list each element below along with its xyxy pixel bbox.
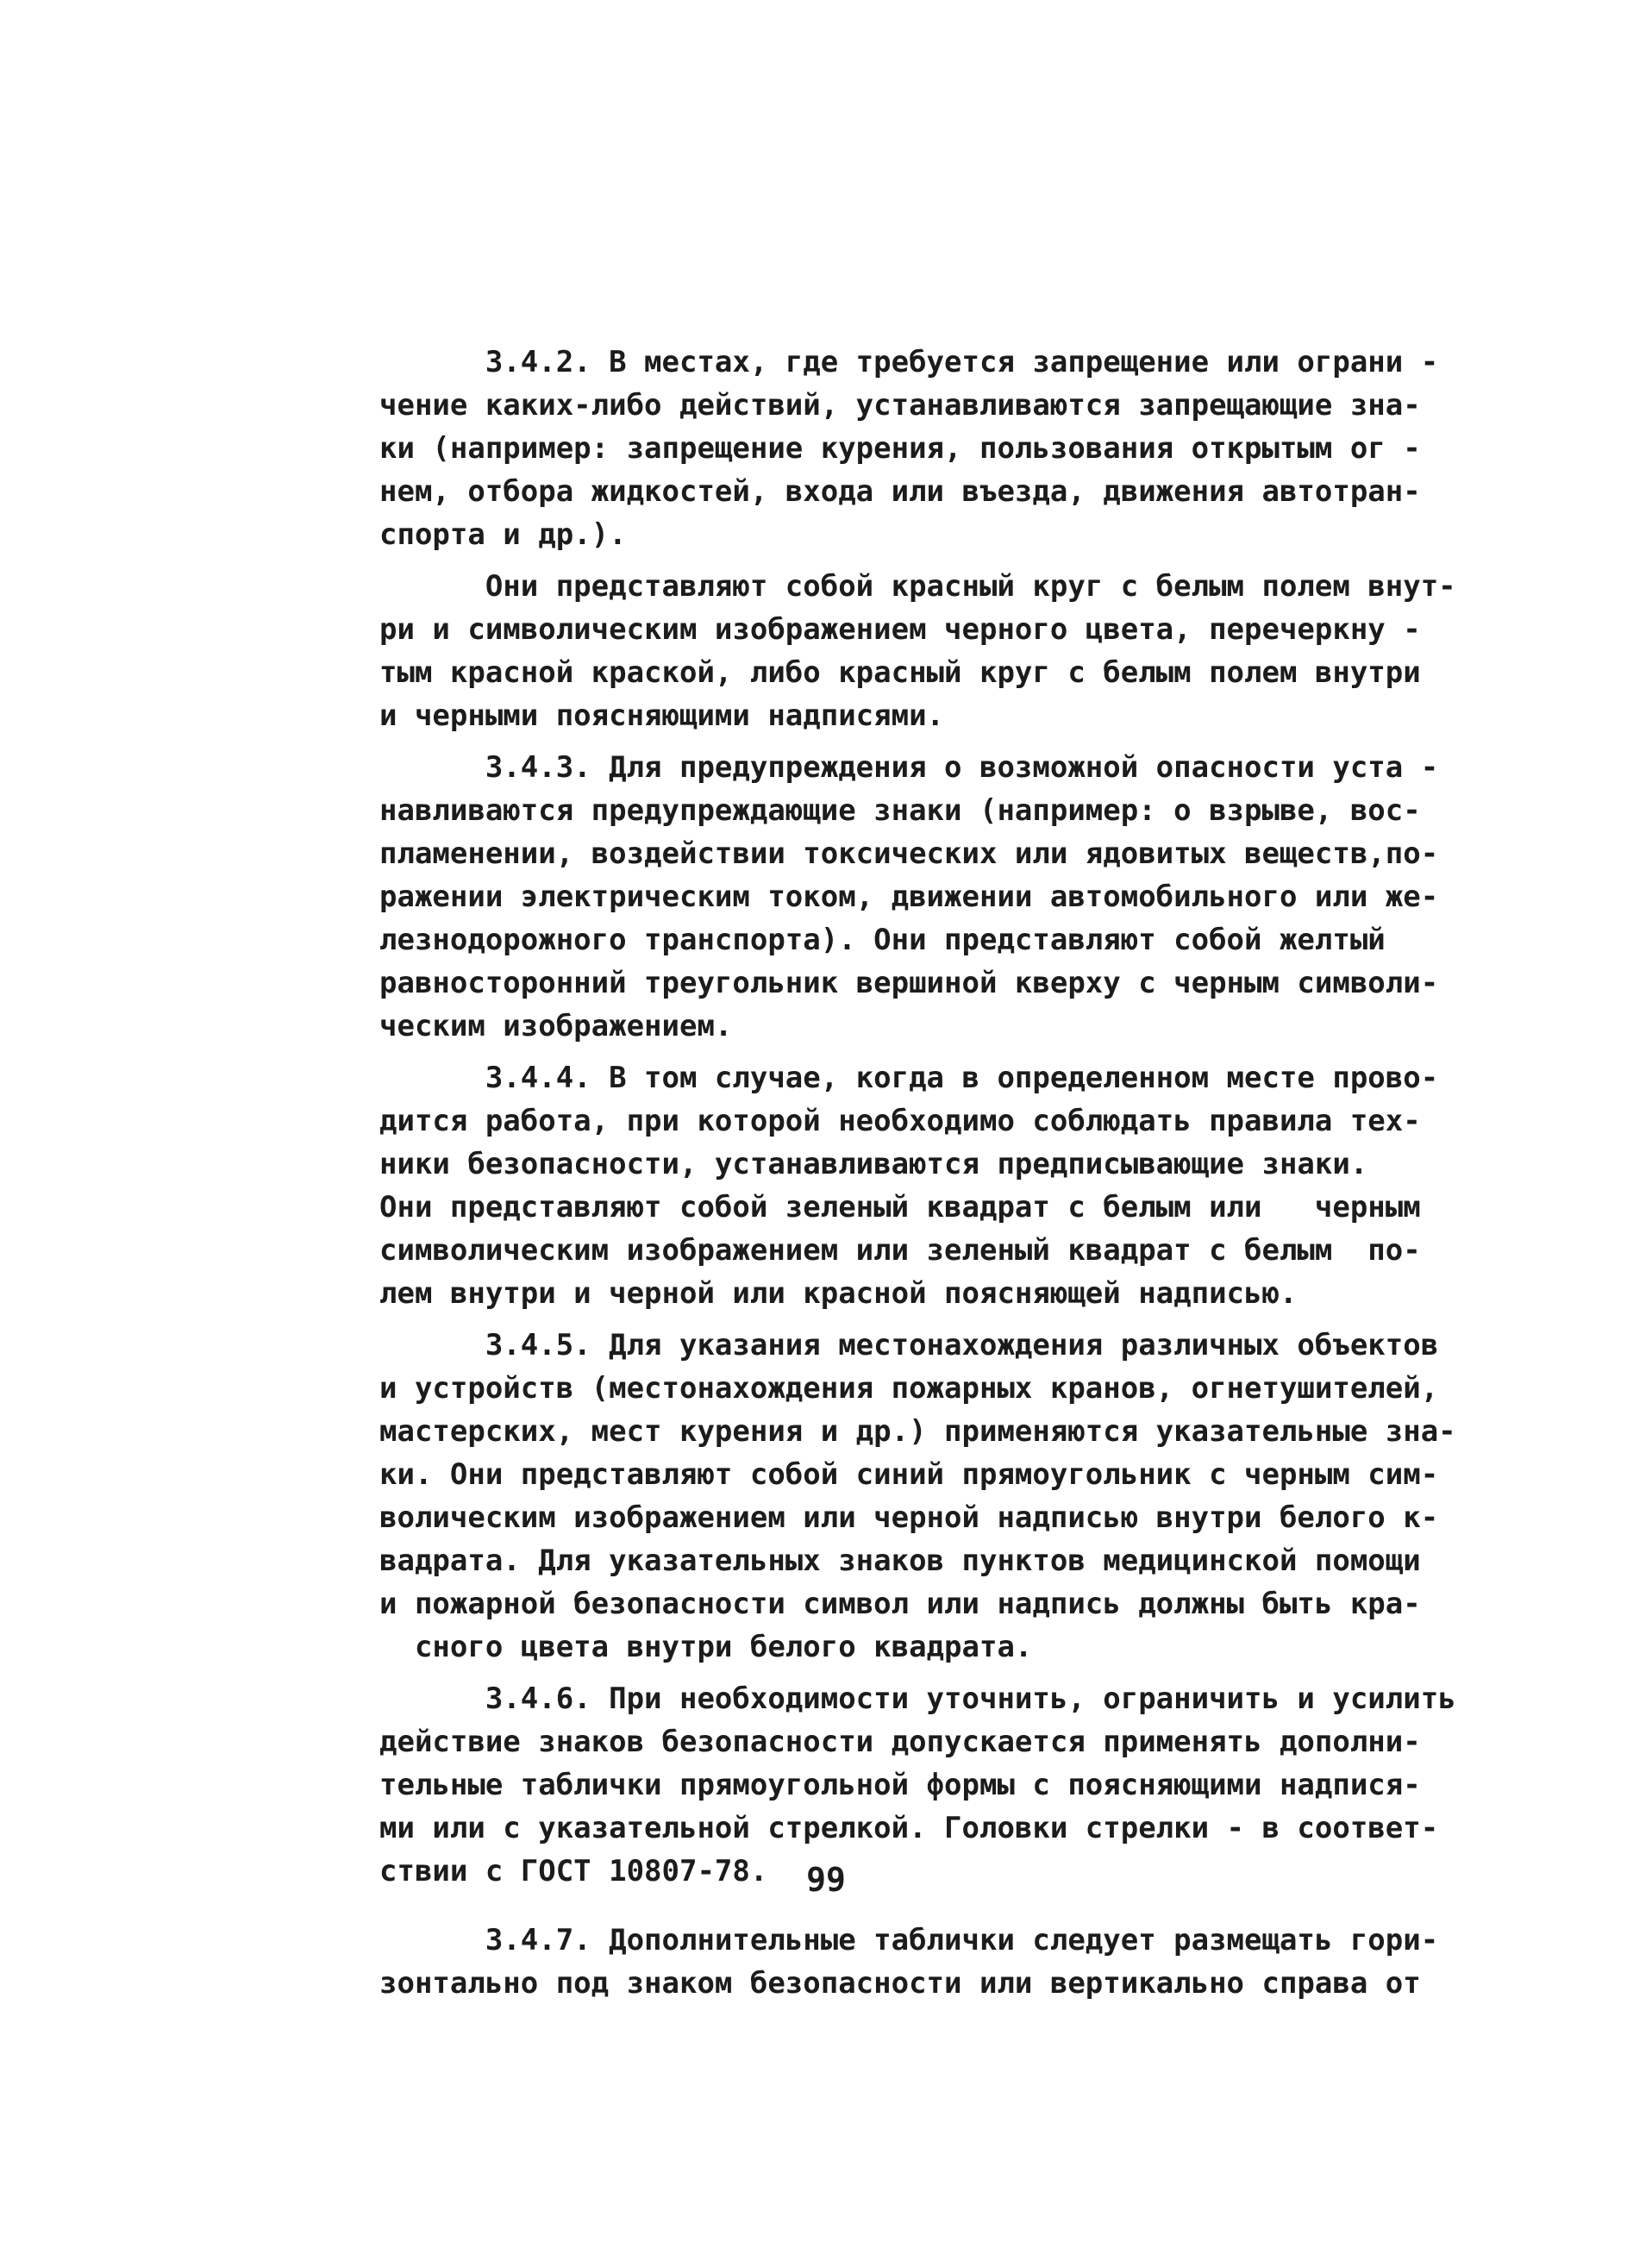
paragraph-prohibition-description: [379, 565, 1456, 737]
text-line: ческим изображением.: [379, 1009, 733, 1043]
paragraph-3-4-7: [379, 1919, 1439, 2005]
text-line: пламенении, воздействии токсических или ядовитых веществ,по-: [379, 836, 1439, 871]
text-line: лем внутри и черной или красной поясняющей надписью.: [379, 1276, 1298, 1311]
text-line: спорта и др.).: [379, 517, 627, 552]
text-line: тельные таблички прямоугольной формы с поясняющими надпися-: [379, 1768, 1421, 1802]
page-number: 99: [806, 1861, 846, 1899]
text-line: и черными поясняющими надписями.: [379, 698, 945, 733]
text-line: зонтально под знаком безопасности или вертикально справа от: [379, 1966, 1421, 2001]
text-line: навливаются предупреждающие знаки (например: о взрыве, вос-: [379, 793, 1421, 828]
text-line: 3.4.3. Для предупреждения о возможной опасности уста -: [379, 750, 1439, 785]
text-line: ражении электрическим током, движении автомобильного или же-: [379, 880, 1439, 914]
text-line: ки. Они представляют собой синий прямоугольник с черным сим-: [379, 1457, 1439, 1492]
text-line: ники безопасности, устанавливаются предписывающие знаки.: [379, 1147, 1368, 1181]
paragraph-3-4-4: [379, 1056, 1439, 1315]
text-line: и устройств (местонахождения пожарных кранов, огнетушителей,: [379, 1371, 1439, 1406]
text-line: дится работа, при которой необходимо соблюдать правила тех-: [379, 1104, 1421, 1138]
paragraph-3-4-3: [379, 746, 1439, 1048]
text-line: ки (например: запрещение курения, пользования открытым ог -: [379, 431, 1421, 466]
paragraph-3-4-2: [379, 341, 1439, 556]
text-line: чение каких-либо действий, устанавливаются запрещающие зна-: [379, 388, 1421, 423]
text-line: символическим изображением или зеленый квадрат с белым по-: [379, 1233, 1421, 1268]
text-line: лезнодорожного транспорта). Они представляют собой желтый: [379, 923, 1386, 957]
text-line: ствии с ГОСТ 10807-78.: [379, 1854, 768, 1888]
text-line: мастерских, мест курения и др.) применяются указательные зна-: [379, 1414, 1456, 1449]
text-line: равносторонний треугольник вершиной кверху с черным символи-: [379, 966, 1439, 1000]
text-line: ми или с указательной стрелкой. Головки стрелки - в соответ-: [379, 1811, 1439, 1845]
text-line: и пожарной безопасности символ или надпись должны быть кра-: [379, 1587, 1421, 1621]
text-line: 3.4.5. Для указания местонахождения различных объектов: [379, 1328, 1439, 1362]
text-line: Они представляют собой красный круг с белым полем внут-: [379, 569, 1456, 604]
text-line: 3.4.4. В том случае, когда в определенном месте прово-: [379, 1061, 1439, 1095]
text-line: 3.4.2. В местах, где требуется запрещение или ограни -: [379, 345, 1439, 379]
text-line: 3.4.7. Дополнительные таблички следует размещать гори-: [379, 1923, 1439, 1957]
text-line: 3.4.6. При необходимости уточнить, ограничить и усилить: [379, 1682, 1456, 1716]
text-line: действие знаков безопасности допускается применять дополни-: [379, 1725, 1421, 1759]
text-line: тым красной краской, либо красный круг с белым полем внутри: [379, 655, 1421, 690]
text-line: вадрата. Для указательных знаков пунктов медицинской помощи: [379, 1544, 1421, 1578]
text-line: ри и символическим изображением черного цвета, перечеркну -: [379, 612, 1421, 647]
paragraph-3-4-5: [379, 1324, 1456, 1669]
text-line: волическим изображением или черной надписью внутри белого к-: [379, 1500, 1439, 1535]
text-line: нем, отбора жидкостей, входа или въезда, движения автотран-: [379, 474, 1421, 509]
text-line: сного цвета внутри белого квадрата.: [379, 1630, 1033, 1664]
body-text: [379, 341, 1456, 2005]
text-line: Они представляют собой зеленый квадрат с белым или черным: [379, 1190, 1421, 1224]
